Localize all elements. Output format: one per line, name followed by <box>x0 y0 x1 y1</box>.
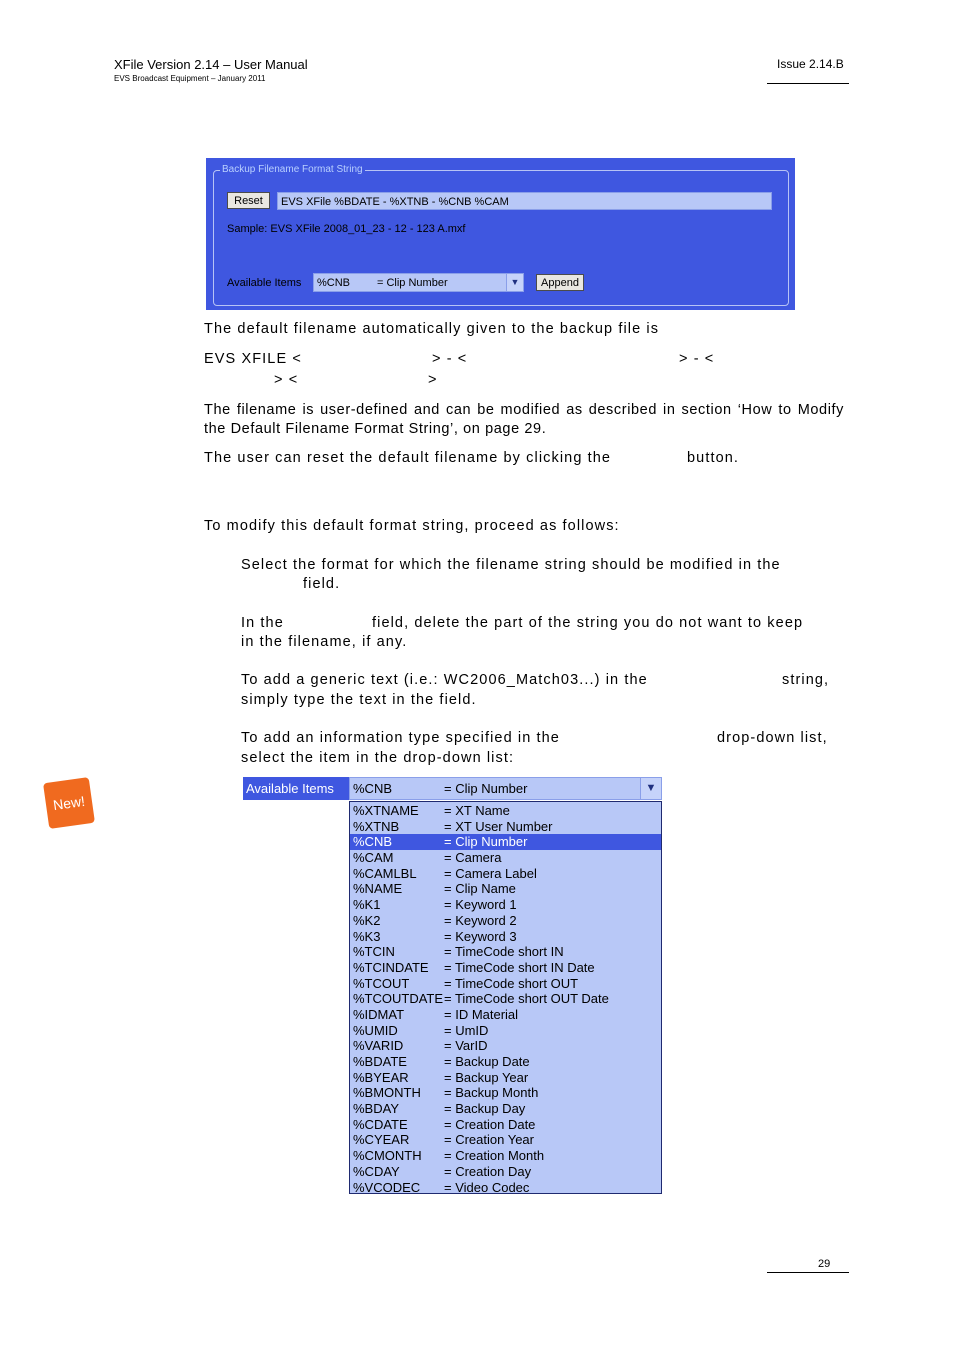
option-meaning: = Backup Year <box>444 1069 529 1085</box>
step-3-line: string, <box>782 672 830 688</box>
option-meaning: = XT Name <box>444 803 510 818</box>
step-4-line: drop-down list, <box>717 730 828 746</box>
dropdown-option[interactable] <box>350 1007 661 1023</box>
option-code: %CAM <box>353 850 394 866</box>
step-1-line: field. <box>303 576 341 592</box>
paragraph-reset-part: The user can reset the default filename by clicking the <box>204 450 612 466</box>
option-code: %CYEAR <box>353 1132 410 1148</box>
dropdown-option[interactable] <box>350 976 661 992</box>
option-code: %VARID <box>353 1038 404 1054</box>
paragraph-reset-part: button. <box>687 450 740 466</box>
filename-template-part: > <box>428 372 438 388</box>
step-2-line: in the filename, if any. <box>241 634 408 650</box>
dropdown-option[interactable] <box>350 1038 661 1054</box>
dropdown-option[interactable] <box>350 1070 661 1086</box>
option-meaning: = Creation Month <box>444 1148 545 1164</box>
dropdown-option[interactable] <box>350 1180 661 1196</box>
dropdown-option[interactable] <box>350 866 661 882</box>
paragraph-default-filename: The default filename automatically given to the backup file is <box>204 321 660 337</box>
option-meaning: = Keyword 1 <box>444 897 517 913</box>
new-badge: New! <box>43 777 95 829</box>
sample-filename: Sample: EVS XFile 2008_01_23 - 12 - 123 A.mxf <box>227 223 466 235</box>
dropdown-option[interactable] <box>350 1054 661 1070</box>
option-code: %CMONTH <box>353 1148 422 1164</box>
dropdown-option[interactable] <box>350 929 661 945</box>
option-meaning: = XT User Number <box>444 818 553 834</box>
option-code: %UMID <box>353 1022 398 1038</box>
page-number: 29 <box>818 1258 831 1270</box>
option-meaning: = Clip Number <box>444 834 528 850</box>
step-3-line: simply type the text in the field. <box>241 692 477 708</box>
dropdown-option[interactable] <box>350 913 661 929</box>
filename-template-part: > - < <box>432 351 468 367</box>
option-code: %IDMAT <box>353 1006 405 1022</box>
option-code: %K3 <box>353 928 381 944</box>
dropdown-option[interactable] <box>350 1085 661 1101</box>
option-code: %BDATE <box>353 1054 407 1069</box>
option-meaning: = Creation Year <box>444 1132 534 1148</box>
filename-template-part: > - < <box>679 351 715 367</box>
dropdown-option[interactable] <box>350 1023 661 1039</box>
option-code: %K1 <box>353 897 381 913</box>
paragraph-proceed: To modify this default format string, proceed as follows: <box>204 518 620 534</box>
option-code: %BMONTH <box>353 1085 421 1101</box>
document-title: XFile Version 2.14 – User Manual <box>114 57 308 72</box>
option-meaning: = TimeCode short IN Date <box>444 959 595 975</box>
option-meaning: = Camera Label <box>444 865 537 881</box>
option-code: %CNB <box>353 834 393 850</box>
option-code: %NAME <box>353 881 403 897</box>
dropdown-option[interactable] <box>350 803 661 819</box>
option-code: %XTNB <box>353 818 400 834</box>
option-code: %TCOUT <box>353 975 410 991</box>
issue-label: Issue 2.14.B <box>777 57 844 71</box>
header-rule <box>767 83 849 84</box>
option-meaning: = Creation Date <box>444 1116 536 1132</box>
option-meaning: = Video Codec <box>444 1179 530 1195</box>
filename-template-part: EVS XFILE < <box>204 351 302 367</box>
dropdown-option[interactable] <box>350 834 661 850</box>
filename-template-part: > < <box>274 372 299 388</box>
dropdown-option[interactable] <box>350 991 661 1007</box>
option-meaning: = UmID <box>444 1022 489 1038</box>
dropdown-option[interactable] <box>350 819 661 835</box>
footer-rule <box>767 1272 849 1273</box>
dropdown-selected-code: %CNB <box>353 781 393 796</box>
select-meaning: = Clip Number <box>377 277 448 289</box>
step-2-line: In the <box>241 615 284 631</box>
dropdown-option[interactable] <box>350 1132 661 1148</box>
option-meaning: = VarID <box>444 1038 488 1054</box>
available-items-select[interactable] <box>313 273 524 292</box>
option-meaning: = Backup Day <box>444 1101 526 1117</box>
dropdown-option[interactable] <box>350 1148 661 1164</box>
option-meaning: = TimeCode short IN <box>444 944 564 960</box>
dropdown-option[interactable] <box>350 881 661 897</box>
option-code: %CDAY <box>353 1163 400 1179</box>
option-code: %VCODEC <box>353 1179 421 1195</box>
dropdown-option[interactable] <box>350 850 661 866</box>
available-items-dropdown[interactable] <box>349 777 662 800</box>
option-meaning: = Clip Name <box>444 881 516 897</box>
option-meaning: = Camera <box>444 850 502 866</box>
dropdown-option-list <box>349 801 662 1194</box>
dropdown-label: Available Items <box>243 777 349 800</box>
group-label: Backup Filename Format String <box>222 164 363 175</box>
option-code: %TCOUTDATE <box>353 991 444 1007</box>
select-code: %CNB <box>317 277 351 289</box>
option-meaning: = ID Material <box>444 1006 519 1022</box>
option-code: %TCIN <box>353 944 395 960</box>
option-code: %CAMLBL <box>353 865 417 881</box>
available-items-label: Available Items <box>227 277 302 289</box>
option-meaning: = Creation Day <box>444 1163 532 1179</box>
dropdown-option[interactable] <box>350 960 661 976</box>
option-meaning: = Backup Date <box>444 1054 530 1069</box>
option-code: %TCINDATE <box>353 959 429 975</box>
append-button[interactable]: Append <box>536 274 584 291</box>
chevron-down-icon[interactable]: ▼ <box>506 274 523 291</box>
reset-button[interactable]: Reset <box>227 192 270 209</box>
dropdown-option[interactable] <box>350 1164 661 1180</box>
dropdown-option[interactable] <box>350 944 661 960</box>
dropdown-selected-meaning: = Clip Number <box>444 781 528 796</box>
option-meaning: = TimeCode short OUT <box>444 975 579 991</box>
step-2-line: field, delete the part of the string you do not want to keep <box>372 615 804 631</box>
paragraph-user-defined: The filename is user-defined and can be modified as described in section ‘How to Modify the Default Filename Format String’, on page 29. <box>204 402 844 437</box>
step-4-line: To add an information type specified in the <box>241 730 560 746</box>
option-meaning: = Backup Month <box>444 1085 539 1101</box>
format-string-input[interactable]: EVS XFile %BDATE - %XTNB - %CNB %CAM <box>277 192 772 210</box>
step-1-line: Select the format for which the filename string should be modified in the <box>241 557 781 573</box>
dropdown-option[interactable] <box>350 1117 661 1133</box>
chevron-down-icon[interactable]: ▼ <box>640 778 661 799</box>
option-code: %BYEAR <box>353 1069 409 1085</box>
option-code: %K2 <box>353 912 381 928</box>
dropdown-option[interactable] <box>350 1101 661 1117</box>
option-meaning: = Keyword 3 <box>444 928 517 944</box>
option-meaning: = TimeCode short OUT Date <box>444 991 609 1007</box>
step-3-line: To add a generic text (i.e.: WC2006_Match03...) in the <box>241 672 648 688</box>
option-code: %CDATE <box>353 1116 408 1132</box>
dropdown-option[interactable] <box>350 897 661 913</box>
document-subtitle: EVS Broadcast Equipment – January 2011 <box>114 74 266 83</box>
option-meaning: = Keyword 2 <box>444 912 517 928</box>
step-4-line: select the item in the drop-down list: <box>241 750 515 766</box>
option-code: %BDAY <box>353 1101 399 1117</box>
option-code: %XTNAME <box>353 803 419 818</box>
